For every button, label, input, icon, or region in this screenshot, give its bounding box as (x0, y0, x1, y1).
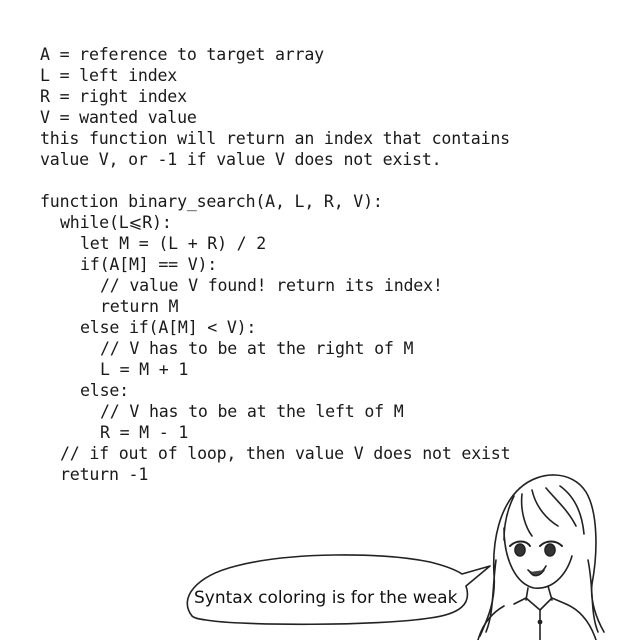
function-signature: function binary_search(A, L, R, V): (40, 192, 383, 211)
comment-line: R = right index (40, 87, 187, 106)
character-illustration (478, 475, 604, 640)
code-line: R = M - 1 (100, 423, 189, 442)
comment-line: A = reference to target array (40, 45, 324, 64)
speech-bubble-text: Syntax coloring is for the weak (194, 588, 458, 608)
while-line: while(L⩽R): (60, 213, 172, 232)
code-line: let M = (L + R) / 2 (80, 234, 267, 253)
comment-line: this function will return an index that contains (40, 129, 510, 148)
code-line: // V has to be at the left of M (100, 402, 404, 421)
code-line: L = M + 1 (100, 360, 189, 379)
code-line: return M (100, 297, 179, 316)
comment-line: value V, or -1 if value V does not exist. (40, 150, 442, 169)
code-line: // if out of loop, then value V does not exist (60, 444, 511, 463)
code-line: // V has to be at the right of M (100, 339, 414, 358)
comment-line: V = wanted value (40, 108, 197, 127)
code-line: return -1 (60, 465, 149, 484)
code-line: // value V found! return its index! (100, 276, 443, 295)
comment-line: L = left index (40, 66, 178, 85)
code-line: else: (80, 381, 129, 400)
code-line: else if(A[M] < V): (80, 318, 257, 337)
code-line: if(A[M] == V): (80, 255, 218, 274)
